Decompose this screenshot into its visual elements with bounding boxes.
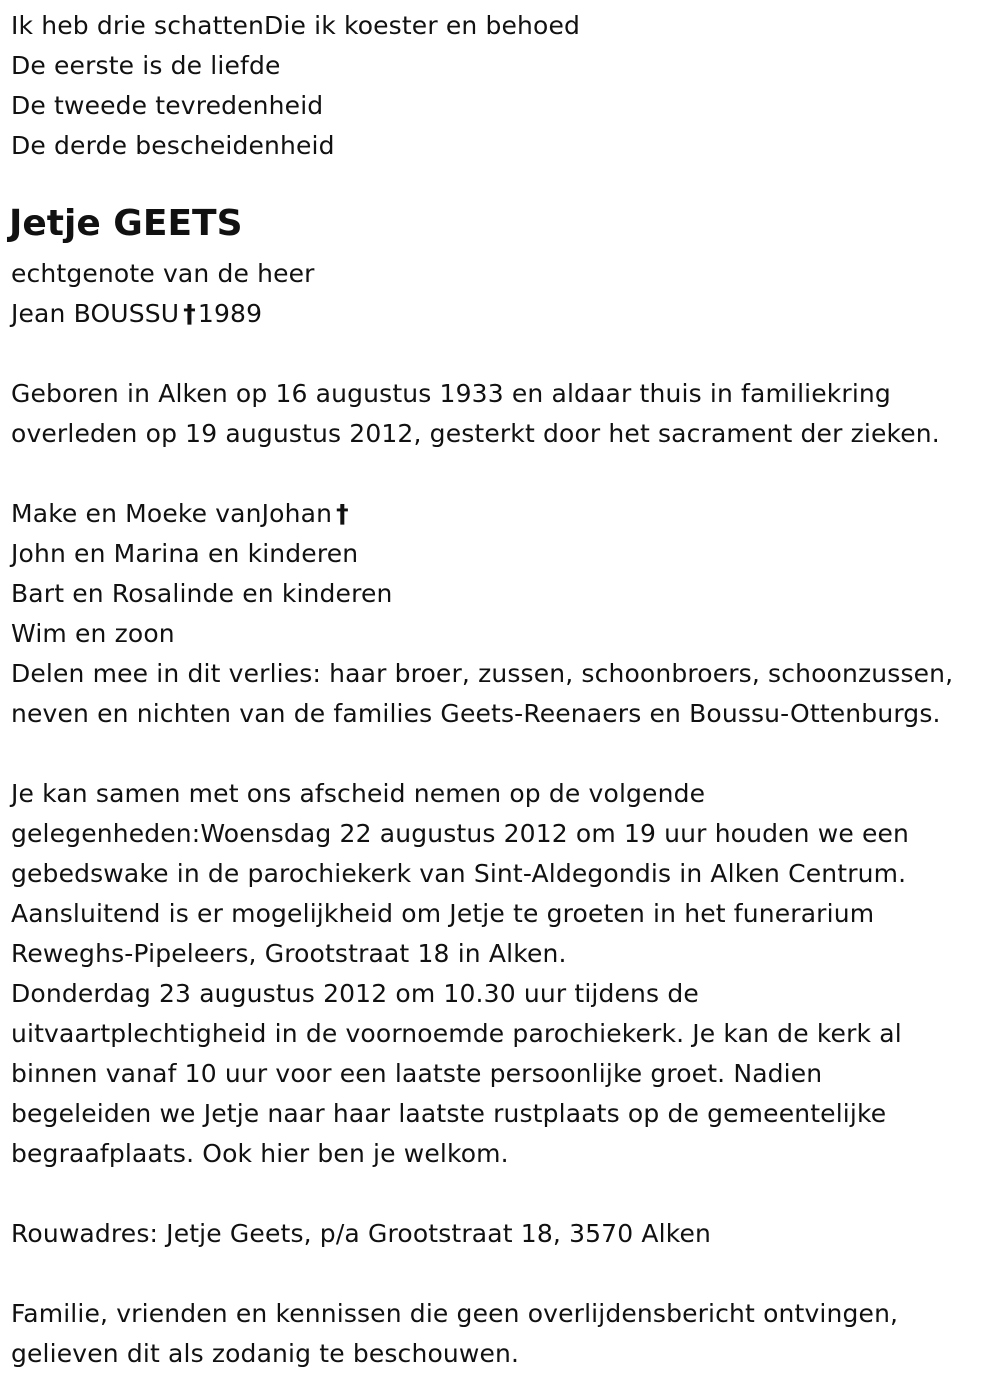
spacer — [11, 166, 996, 194]
poem-line: De tweede tevredenheid — [11, 91, 324, 120]
poem-section — [11, 6, 996, 166]
poem-line: De eerste is de liefde — [11, 51, 281, 80]
closing-section — [11, 1294, 996, 1374]
cross-icon: † — [336, 499, 349, 528]
spacer — [11, 1174, 996, 1214]
poem-line: De derde bescheidenheid — [11, 131, 335, 160]
death-line: overleden op 19 augustus 2012, gesterkt door het sacrament der zieken. — [11, 419, 940, 448]
spacer — [11, 1254, 996, 1294]
spacer — [11, 734, 996, 774]
family-section — [11, 494, 996, 734]
obituary-document — [11, 6, 996, 1374]
farewell-line: Donderdag 23 augustus 2012 om 10.30 uur tijdens de — [11, 979, 699, 1008]
family-first-line: Make en Moeke vanJohan — [11, 499, 333, 528]
family-line: Bart en Rosalinde en kinderen — [11, 579, 393, 608]
mourning-address: Rouwadres: Jetje Geets, p/a Grootstraat 18, 3570 Alken — [11, 1219, 711, 1248]
farewell-line: Reweghs-Pipeleers, Grootstraat 18 in Alken. — [11, 939, 567, 968]
farewell-line: uitvaartplechtigheid in de voornoemde parochiekerk. Je kan de kerk al — [11, 1019, 902, 1048]
spouse-name: Jean BOUSSU — [11, 299, 180, 328]
closing-line: gelieven dit als zodanig te beschouwen. — [11, 1339, 520, 1368]
family-line: neven en nichten van de families Geets-Reenaers en Boussu-Ottenburgs. — [11, 699, 941, 728]
farewell-line: Je kan samen met ons afscheid nemen op de volgende — [11, 779, 706, 808]
family-line — [11, 494, 996, 534]
birth-line: Geboren in Alken op 16 augustus 1933 en aldaar thuis in familiekring — [11, 379, 891, 408]
deceased-name: Jetje GEETS — [9, 203, 243, 244]
farewell-line: begraafplaats. Ook hier ben je welkom. — [11, 1139, 509, 1168]
spouse-section — [11, 254, 996, 334]
farewell-line: gebedswake in de parochiekerk van Sint-Aldegondis in Alken Centrum. — [11, 859, 907, 888]
farewell-section — [11, 774, 996, 1174]
farewell-line: gelegenheden:Woensdag 22 augustus 2012 om 19 uur houden we een — [11, 819, 910, 848]
family-line: Delen mee in dit verlies: haar broer, zussen, schoonbroers, schoonzussen, — [11, 659, 954, 688]
family-line: Wim en zoon — [11, 619, 175, 648]
family-line: John en Marina en kinderen — [11, 539, 359, 568]
spouse-line — [11, 294, 996, 334]
farewell-line: begeleiden we Jetje naar haar laatste rustplaats op de gemeentelijke — [11, 1099, 887, 1128]
birth-death-section — [11, 374, 996, 454]
spacer — [11, 454, 996, 494]
spacer — [11, 334, 996, 374]
farewell-line: Aansluitend is er mogelijkheid om Jetje te groeten in het funerarium — [11, 899, 875, 928]
cross-icon: † — [183, 299, 196, 328]
closing-line: Familie, vrienden en kennissen die geen overlijdensbericht ontvingen, — [11, 1299, 899, 1328]
farewell-line: binnen vanaf 10 uur voor een laatste persoonlijke groet. Nadien — [11, 1059, 823, 1088]
poem-line: Ik heb drie schattenDie ik koester en behoed — [11, 11, 581, 40]
spouse-intro: echtgenote van de heer — [11, 259, 315, 288]
spouse-death-year: 1989 — [197, 299, 263, 328]
